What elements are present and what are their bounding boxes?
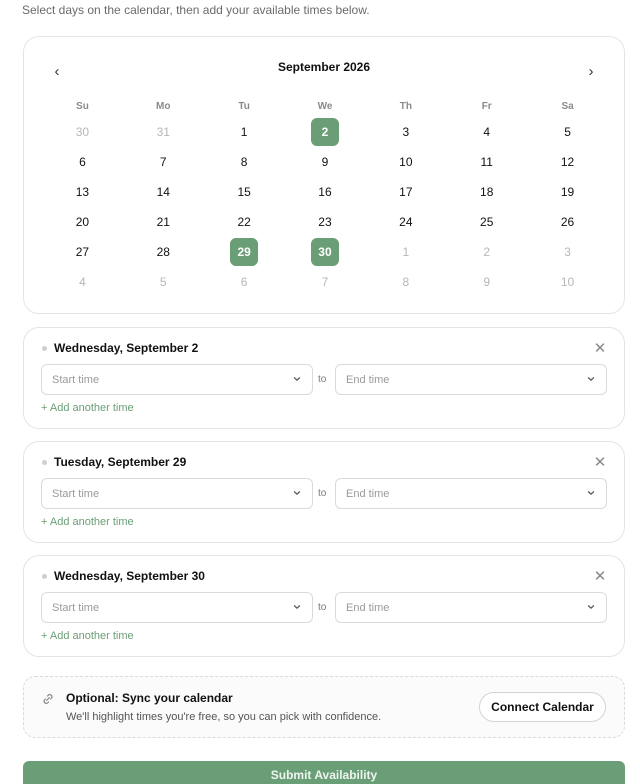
calendar-day[interactable] (365, 237, 446, 267)
calendar-day[interactable] (365, 117, 446, 147)
calendar-day-label: 17 (399, 185, 413, 199)
calendar-day-label: 11 (480, 155, 493, 169)
add-another-time-link[interactable]: + Add another time (41, 402, 134, 414)
slot-date-title: Wednesday, September 2 (54, 341, 199, 355)
calendar-day-label: 29 (230, 238, 258, 266)
calendar-day[interactable] (365, 177, 446, 207)
end-time-placeholder: End time (346, 601, 390, 614)
connect-calendar-button[interactable]: Connect Calendar (479, 692, 606, 722)
to-label: to (318, 374, 327, 385)
weekday-label: Fr (481, 101, 492, 112)
submit-availability-button[interactable]: Submit Availability (23, 761, 625, 784)
weekday-header (42, 101, 608, 112)
calendar-day-label: 3 (402, 125, 410, 139)
calendar-day-label: 8 (402, 275, 410, 289)
calendar-day-label: 21 (156, 215, 170, 229)
calendar-day[interactable] (204, 177, 285, 207)
calendar-day[interactable] (42, 237, 123, 267)
calendar-day-label: 31 (156, 125, 170, 139)
calendar-day-label: 8 (240, 155, 248, 169)
calendar-day[interactable] (365, 207, 446, 237)
end-time-select[interactable] (335, 364, 607, 395)
add-another-time-link[interactable]: + Add another time (41, 630, 134, 642)
instructions-text: Select days on the calendar, then add your available times below. (22, 3, 370, 17)
weekday-label: Sa (561, 101, 574, 112)
calendar-day[interactable] (446, 267, 527, 297)
calendar-day-label: 10 (399, 155, 413, 169)
calendar-day-selected[interactable] (285, 117, 366, 147)
calendar-day[interactable] (42, 177, 123, 207)
calendar-day-label: 6 (240, 275, 248, 289)
calendar-sync-panel (23, 676, 625, 738)
weekday-label: Th (399, 101, 412, 112)
calendar-day[interactable] (204, 147, 285, 177)
calendar-day-label: 18 (480, 185, 494, 199)
to-label: to (318, 488, 327, 499)
close-icon[interactable]: ✕ (593, 454, 607, 471)
sync-title: Optional: Sync your calendar (66, 691, 233, 705)
calendar-day-label: 2 (483, 245, 491, 259)
start-time-placeholder: Start time (52, 601, 100, 614)
weekday-label: Su (76, 101, 89, 112)
calendar-days-grid (42, 117, 608, 297)
calendar-day[interactable] (365, 267, 446, 297)
calendar-day[interactable] (446, 237, 527, 267)
month-title: September 2026 (277, 60, 371, 74)
start-time-select[interactable] (41, 364, 313, 395)
calendar-day-label: 9 (483, 275, 491, 289)
calendar-day[interactable] (42, 117, 123, 147)
calendar-day-label: 10 (560, 275, 575, 289)
end-time-select[interactable] (335, 592, 607, 623)
calendar-day[interactable] (527, 267, 608, 297)
calendar-day-label: 28 (156, 245, 170, 259)
start-time-select[interactable] (41, 478, 313, 509)
calendar-day-label: 24 (399, 215, 413, 229)
chevron-down-icon (586, 488, 596, 498)
calendar-day[interactable] (204, 267, 285, 297)
end-time-select[interactable] (335, 478, 607, 509)
calendar-day-label: 9 (321, 155, 329, 169)
calendar-day-label: 4 (79, 275, 86, 289)
calendar-day-label: 2 (311, 118, 339, 146)
calendar-day[interactable] (42, 147, 123, 177)
time-slot-card (23, 441, 625, 543)
calendar-day[interactable] (446, 117, 527, 147)
weekday-label: Tu (238, 101, 250, 112)
close-icon[interactable]: ✕ (593, 568, 607, 585)
time-slot-card (23, 327, 625, 429)
calendar-day[interactable] (123, 177, 204, 207)
start-time-placeholder: Start time (52, 373, 100, 386)
calendar-day[interactable] (446, 177, 527, 207)
chevron-down-icon (292, 488, 302, 498)
weekday-label: We (317, 101, 333, 112)
calendar (23, 36, 625, 314)
calendar-day-label: 27 (75, 245, 90, 259)
time-slot-card (23, 555, 625, 657)
calendar-day-label: 4 (483, 125, 491, 139)
slot-date-title: Wednesday, September 30 (54, 569, 205, 583)
calendar-day[interactable] (123, 267, 204, 297)
status-dot (42, 460, 47, 465)
to-label: to (318, 602, 327, 613)
calendar-day-label: 7 (159, 155, 167, 169)
calendar-day-label: 14 (156, 185, 170, 199)
calendar-day-label: 22 (237, 215, 251, 229)
calendar-day[interactable] (285, 267, 366, 297)
calendar-day[interactable] (527, 237, 608, 267)
slot-date-title: Tuesday, September 29 (54, 455, 187, 469)
calendar-day[interactable] (527, 207, 608, 237)
calendar-day-label: 6 (79, 155, 86, 169)
calendar-day-label: 5 (564, 125, 571, 139)
calendar-day[interactable] (285, 207, 366, 237)
calendar-day[interactable] (204, 117, 285, 147)
calendar-day[interactable] (527, 177, 608, 207)
start-time-select[interactable] (41, 592, 313, 623)
calendar-day[interactable] (123, 147, 204, 177)
calendar-day[interactable] (123, 207, 204, 237)
calendar-day[interactable] (365, 147, 446, 177)
calendar-day[interactable] (285, 177, 366, 207)
calendar-day[interactable] (446, 207, 527, 237)
calendar-day-label: 25 (480, 215, 494, 229)
calendar-day[interactable] (527, 117, 608, 147)
calendar-day-label: 26 (560, 215, 575, 229)
calendar-day-label: 23 (318, 215, 332, 229)
close-icon[interactable]: ✕ (593, 340, 607, 357)
calendar-day-label: 7 (321, 275, 329, 289)
end-time-placeholder: End time (346, 373, 390, 386)
sync-description: We'll highlight times you're free, so you can pick with confidence. (66, 711, 382, 723)
start-time-placeholder: Start time (52, 487, 100, 500)
calendar-day-label: 16 (318, 185, 332, 199)
calendar-day[interactable] (123, 117, 204, 147)
chevron-down-icon (586, 602, 596, 612)
calendar-day-label: 20 (75, 215, 90, 229)
calendar-day-label: 30 (75, 125, 90, 139)
calendar-day[interactable] (285, 147, 366, 177)
chevron-right-icon[interactable]: › (588, 62, 594, 80)
calendar-day[interactable] (204, 207, 285, 237)
calendar-day-label: 5 (159, 275, 167, 289)
weekday-label: Mo (156, 101, 171, 112)
chevron-left-icon[interactable]: ‹ (54, 62, 60, 80)
calendar-day-label: 1 (402, 245, 410, 259)
calendar-day[interactable] (527, 147, 608, 177)
link-icon (41, 692, 55, 706)
calendar-day-label: 1 (240, 125, 248, 139)
calendar-day[interactable] (42, 267, 123, 297)
calendar-day[interactable] (42, 207, 123, 237)
calendar-day-selected[interactable] (285, 237, 366, 267)
chevron-down-icon (586, 374, 596, 384)
end-time-placeholder: End time (346, 487, 390, 500)
calendar-day[interactable] (446, 147, 527, 177)
calendar-day-label: 30 (311, 238, 339, 266)
status-dot (42, 346, 47, 351)
calendar-day-label: 15 (237, 185, 251, 199)
calendar-day-label: 3 (564, 245, 571, 259)
calendar-day[interactable] (123, 237, 204, 267)
add-another-time-link[interactable]: + Add another time (41, 516, 134, 528)
calendar-day-label: 13 (75, 185, 90, 199)
chevron-down-icon (292, 374, 302, 384)
chevron-down-icon (292, 602, 302, 612)
status-dot (42, 574, 47, 579)
calendar-day-selected[interactable] (204, 237, 285, 267)
calendar-day-label: 12 (560, 155, 575, 169)
calendar-day-label: 19 (560, 185, 575, 199)
